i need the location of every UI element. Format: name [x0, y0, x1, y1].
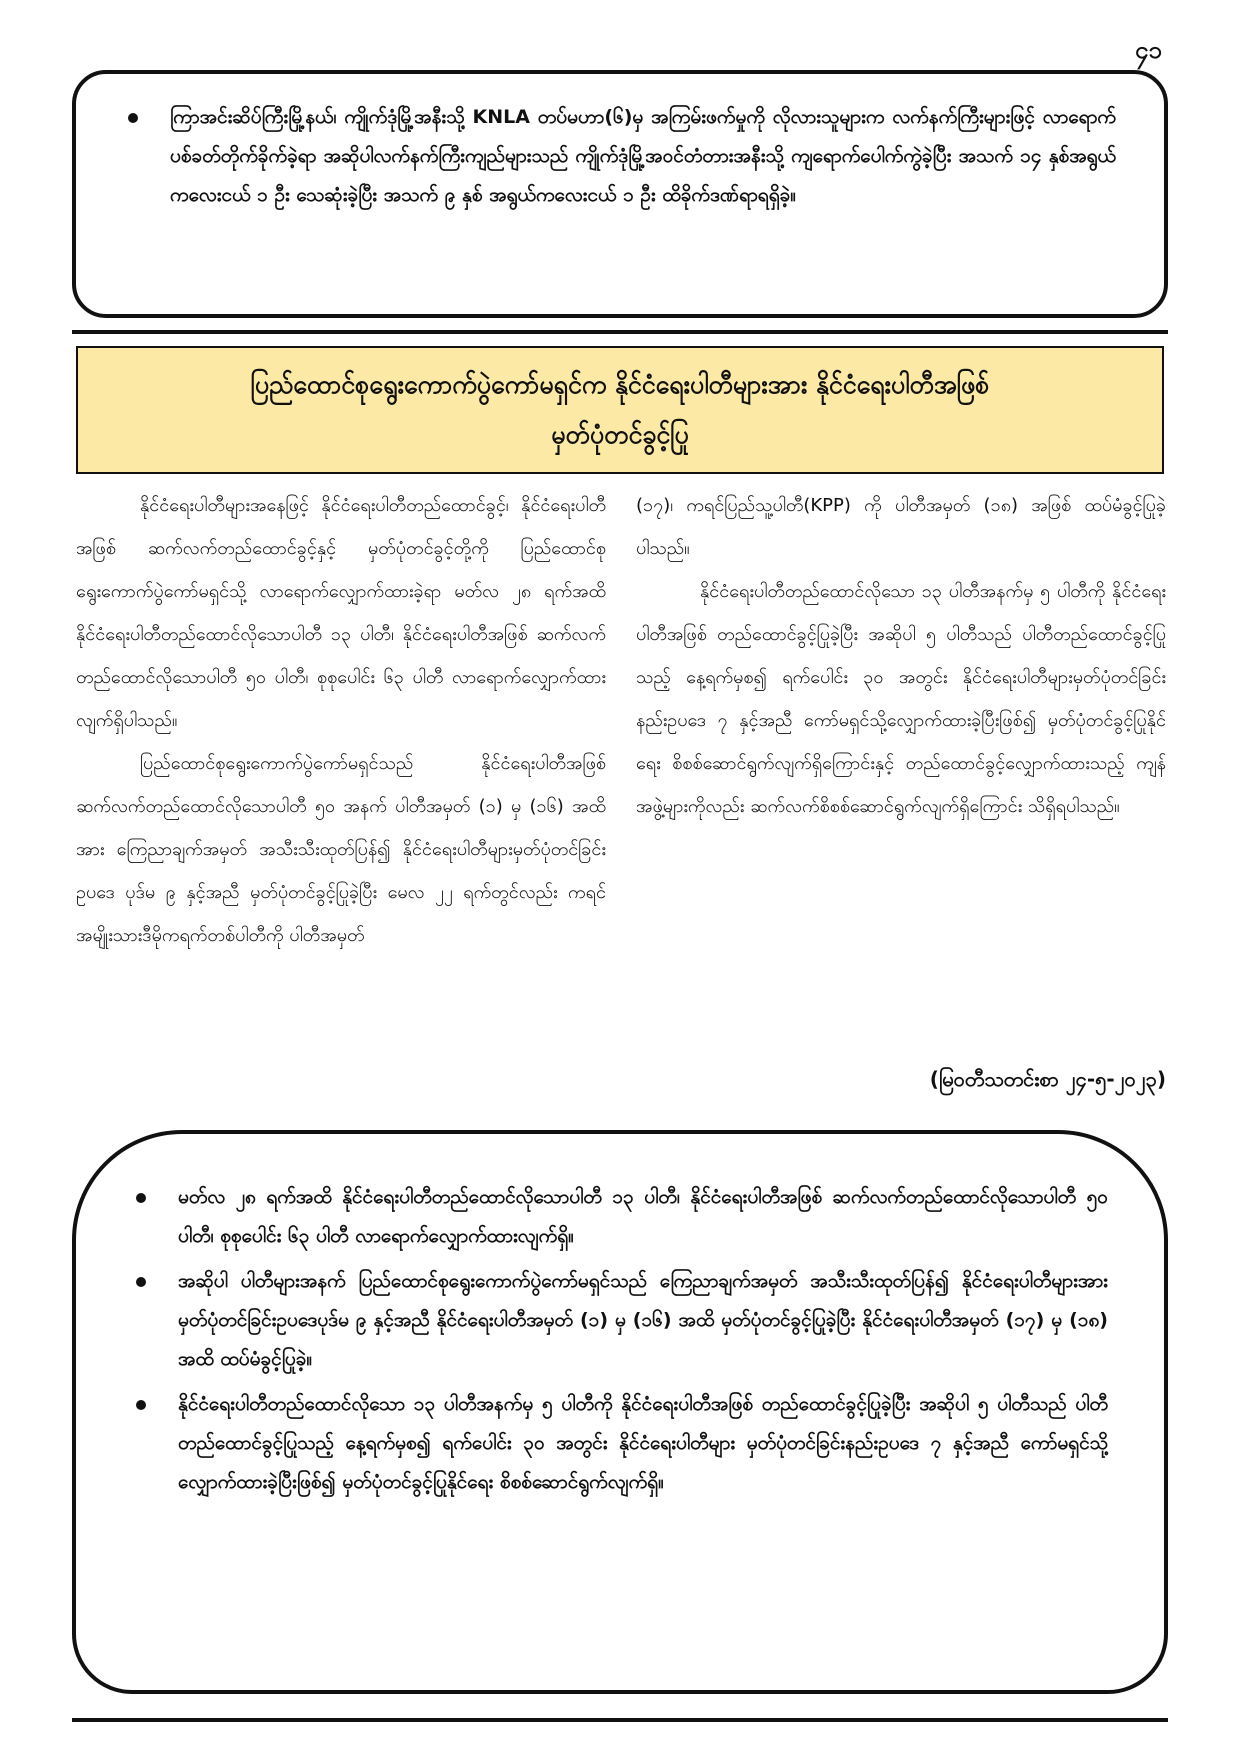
bullet-text: နိုင်ငံရေးပါတီတည်ထောင်လိုသော ၁၃ ပါတီအနက်မှ ၅ ပါတီကို နိုင်ငံရေးပါတီအဖြစ် တည်ထောင်ခွင့်ပြုခဲ့ပြီး အဆိုပါ ၅ ပါတီသည် ပါတီတည်ထောင်ခွင့်ပြုသည့် နေ့ရက်မှစ၍ ရက်ပေါင်း ၃၀ အတွင်း နိုင်ငံရေးပါတီများ မှတ်ပုံတင်ခြင်းနည်းဥပဒေ ၇ နှင့်အညီ ကော်မရှင်သို့လျှောက်ထားခဲ့ပြီးဖြစ်၍ မှတ်ပုံတင်ခွင့်ပြုနိုင်ရေး စိစစ်ဆောင်ရွက်လျက်ရှိ။: [178, 1393, 1108, 1493]
bullet-icon: [128, 113, 138, 123]
article-source: (မြဝတီသတင်းစာ ၂၄-၅-၂၀၂၃): [929, 1067, 1166, 1091]
paragraph: ပြည်ထောင်စုရွေးကောက်ပွဲကော်မရှင်သည် နိုင်ငံရေးပါတီအဖြစ် ဆက်လက်တည်ထောင်လိုသောပါတီ ၅၀ အနက် ပါတီအမှတ် (၁) မှ (၁၆) အထိအား ကြေညာချက်အမှတ် အသီးသီးထုတ်ပြန်၍ နိုင်ငံရေးပါတီများမှတ်ပုံတင်ခြင်းဥပဒေ ပုဒ်မ ၉ နှင့်အညီ မှတ်ပုံတင်ခွင့်ပြုခဲ့ပြီး မေလ ၂၂ ရက်တွင်လည်း ကရင်အမျိုးသားဒီမိုကရက်တစ်ပါတီကို ပါတီအမှတ်: [76, 753, 606, 946]
list-item: [132, 1385, 1108, 1502]
bullet-icon: [136, 1277, 146, 1287]
bottom-summary-box: [72, 1130, 1168, 1694]
bullet-text: အဆိုပါ ပါတီများအနက် ပြည်ထောင်စုရွေးကောက်ပွဲကော်မရှင်သည် ကြေညာချက်အမှတ် အသီးသီးထုတ်ပြန်၍ နိုင်ငံရေးပါတီများအား မှတ်ပုံတင်ခြင်းဥပဒေပုဒ်မ ၉ နှင့်အညီ နိုင်ငံရေးပါတီအမှတ် (၁) မှ (၁၆) အထိ မှတ်ပုံတင်ခွင့်ပြုခဲ့ပြီး နိုင်ငံရေးပါတီအမှတ် (၁၇) မှ (၁၈) အထိ ထပ်မံခွင့်ပြုခဲ့။: [178, 1270, 1108, 1370]
article-headline: [76, 346, 1164, 474]
top-summary-box: [72, 70, 1168, 318]
list-item: [124, 98, 1116, 215]
bottom-bullet-list: [132, 1178, 1108, 1502]
page-number: ၄၁: [1135, 36, 1162, 64]
article-column-right: [636, 484, 1166, 828]
paragraph: နိုင်ငံရေးပါတီတည်ထောင်လိုသော ၁၃ ပါတီအနက်မှ ၅ ပါတီကို နိုင်ငံရေးပါတီအဖြစ် တည်ထောင်ခွင့်ပြုခဲ့ပြီး အဆိုပါ ၅ ပါတီသည် ပါတီတည်ထောင်ခွင့်ပြုသည့် နေ့ရက်မှစ၍ ရက်ပေါင်း ၃၀ အတွင်း နိုင်ငံရေးပါတီများမှတ်ပုံတင်ခြင်း နည်းဥပဒေ ၇ နှင့်အညီ ကော်မရှင်သို့လျှောက်ထားခဲ့ပြီးဖြစ်၍ မှတ်ပုံတင်ခွင့်ပြုနိုင်ရေး စိစစ်ဆောင်ရွက်လျက်ရှိကြောင်းနှင့် တည်ထောင်ခွင့်လျှောက်ထားသည့် ကျန်အဖွဲ့များကိုလည်း ဆက်လက်စိစစ်ဆောင်ရွက်လျက်ရှိကြောင်း သိရှိရပါသည်။: [636, 581, 1166, 817]
list-item: [132, 1178, 1108, 1256]
divider-rule: [72, 1718, 1168, 1722]
paragraph: (၁၇)၊ ကရင်ပြည်သူ့ပါတီ(KPP) ကို ပါတီအမှတ် (၁၈) အဖြစ် ထပ်မံခွင့်ပြုခဲ့ပါသည်။: [636, 495, 1166, 559]
divider-rule: [72, 330, 1168, 334]
bullet-icon: [136, 1193, 146, 1203]
top-bullet-list: [124, 98, 1116, 215]
article-column-left: [76, 484, 606, 957]
bullet-text: ကြာအင်းဆိပ်ကြီးမြို့နယ်၊ ကျိုက်ဒုံမြို့အနီးသို့ KNLA တပ်မဟာ(၆)မှ အကြမ်းဖက်မှုကို လိုလားသူများက လက်နက်ကြီးများဖြင့် လာရောက်ပစ်ခတ်တိုက်ခိုက်ခဲ့ရာ အဆိုပါလက်နက်ကြီးကျည်များသည် ကျိုက်ဒုံမြို့အဝင်တံတားအနီးသို့ ကျရောက်ပေါက်ကွဲခဲ့ပြီး အသက် ၁၄ နှစ်အရွယ်ကလေးငယ် ၁ ဦး သေဆုံးခဲ့ပြီး အသက် ၉ နှစ် အရွယ်ကလေးငယ် ၁ ဦး ထိခိုက်ဒဏ်ရာရရှိခဲ့။: [170, 106, 1116, 206]
headline-line-2: မှတ်ပုံတင်ခွင့်ပြု: [551, 420, 689, 449]
paragraph: နိုင်ငံရေးပါတီများအနေဖြင့် နိုင်ငံရေးပါတီတည်ထောင်ခွင့်၊ နိုင်ငံရေးပါတီအဖြစ် ဆက်လက်တည်ထောင်ခွင့်နှင့် မှတ်ပုံတင်ခွင့်တို့ကို ပြည်ထောင်စုရွေးကောက်ပွဲကော်မရှင်သို့ လာရောက်လျှောက်ထားခဲ့ရာ မတ်လ ၂၈ ရက်အထိ နိုင်ငံရေးပါတီတည်ထောင်လိုသောပါတီ ၁၃ ပါတီ၊ နိုင်ငံရေးပါတီအဖြစ် ဆက်လက်တည်ထောင်လိုသောပါတီ ၅၀ ပါတီ၊ စုစုပေါင်း ၆၃ ပါတီ လာရောက်လျှောက်ထားလျက်ရှိပါသည်။: [76, 495, 606, 731]
headline-line-1: ပြည်ထောင်စုရွေးကောက်ပွဲကော်မရှင်က နိုင်ငံရေးပါတီများအား နိုင်ငံရေးပါတီအဖြစ်: [250, 370, 990, 399]
bullet-icon: [136, 1400, 146, 1410]
bullet-text: မတ်လ ၂၈ ရက်အထိ နိုင်ငံရေးပါတီတည်ထောင်လိုသောပါတီ ၁၃ ပါတီ၊ နိုင်ငံရေးပါတီအဖြစ် ဆက်လက်တည်ထောင်လိုသောပါတီ ၅၀ ပါတီ၊ စုစုပေါင်း ၆၃ ပါတီ လာရောက်လျှောက်ထားလျက်ရှိ။: [178, 1186, 1108, 1247]
list-item: [132, 1262, 1108, 1379]
